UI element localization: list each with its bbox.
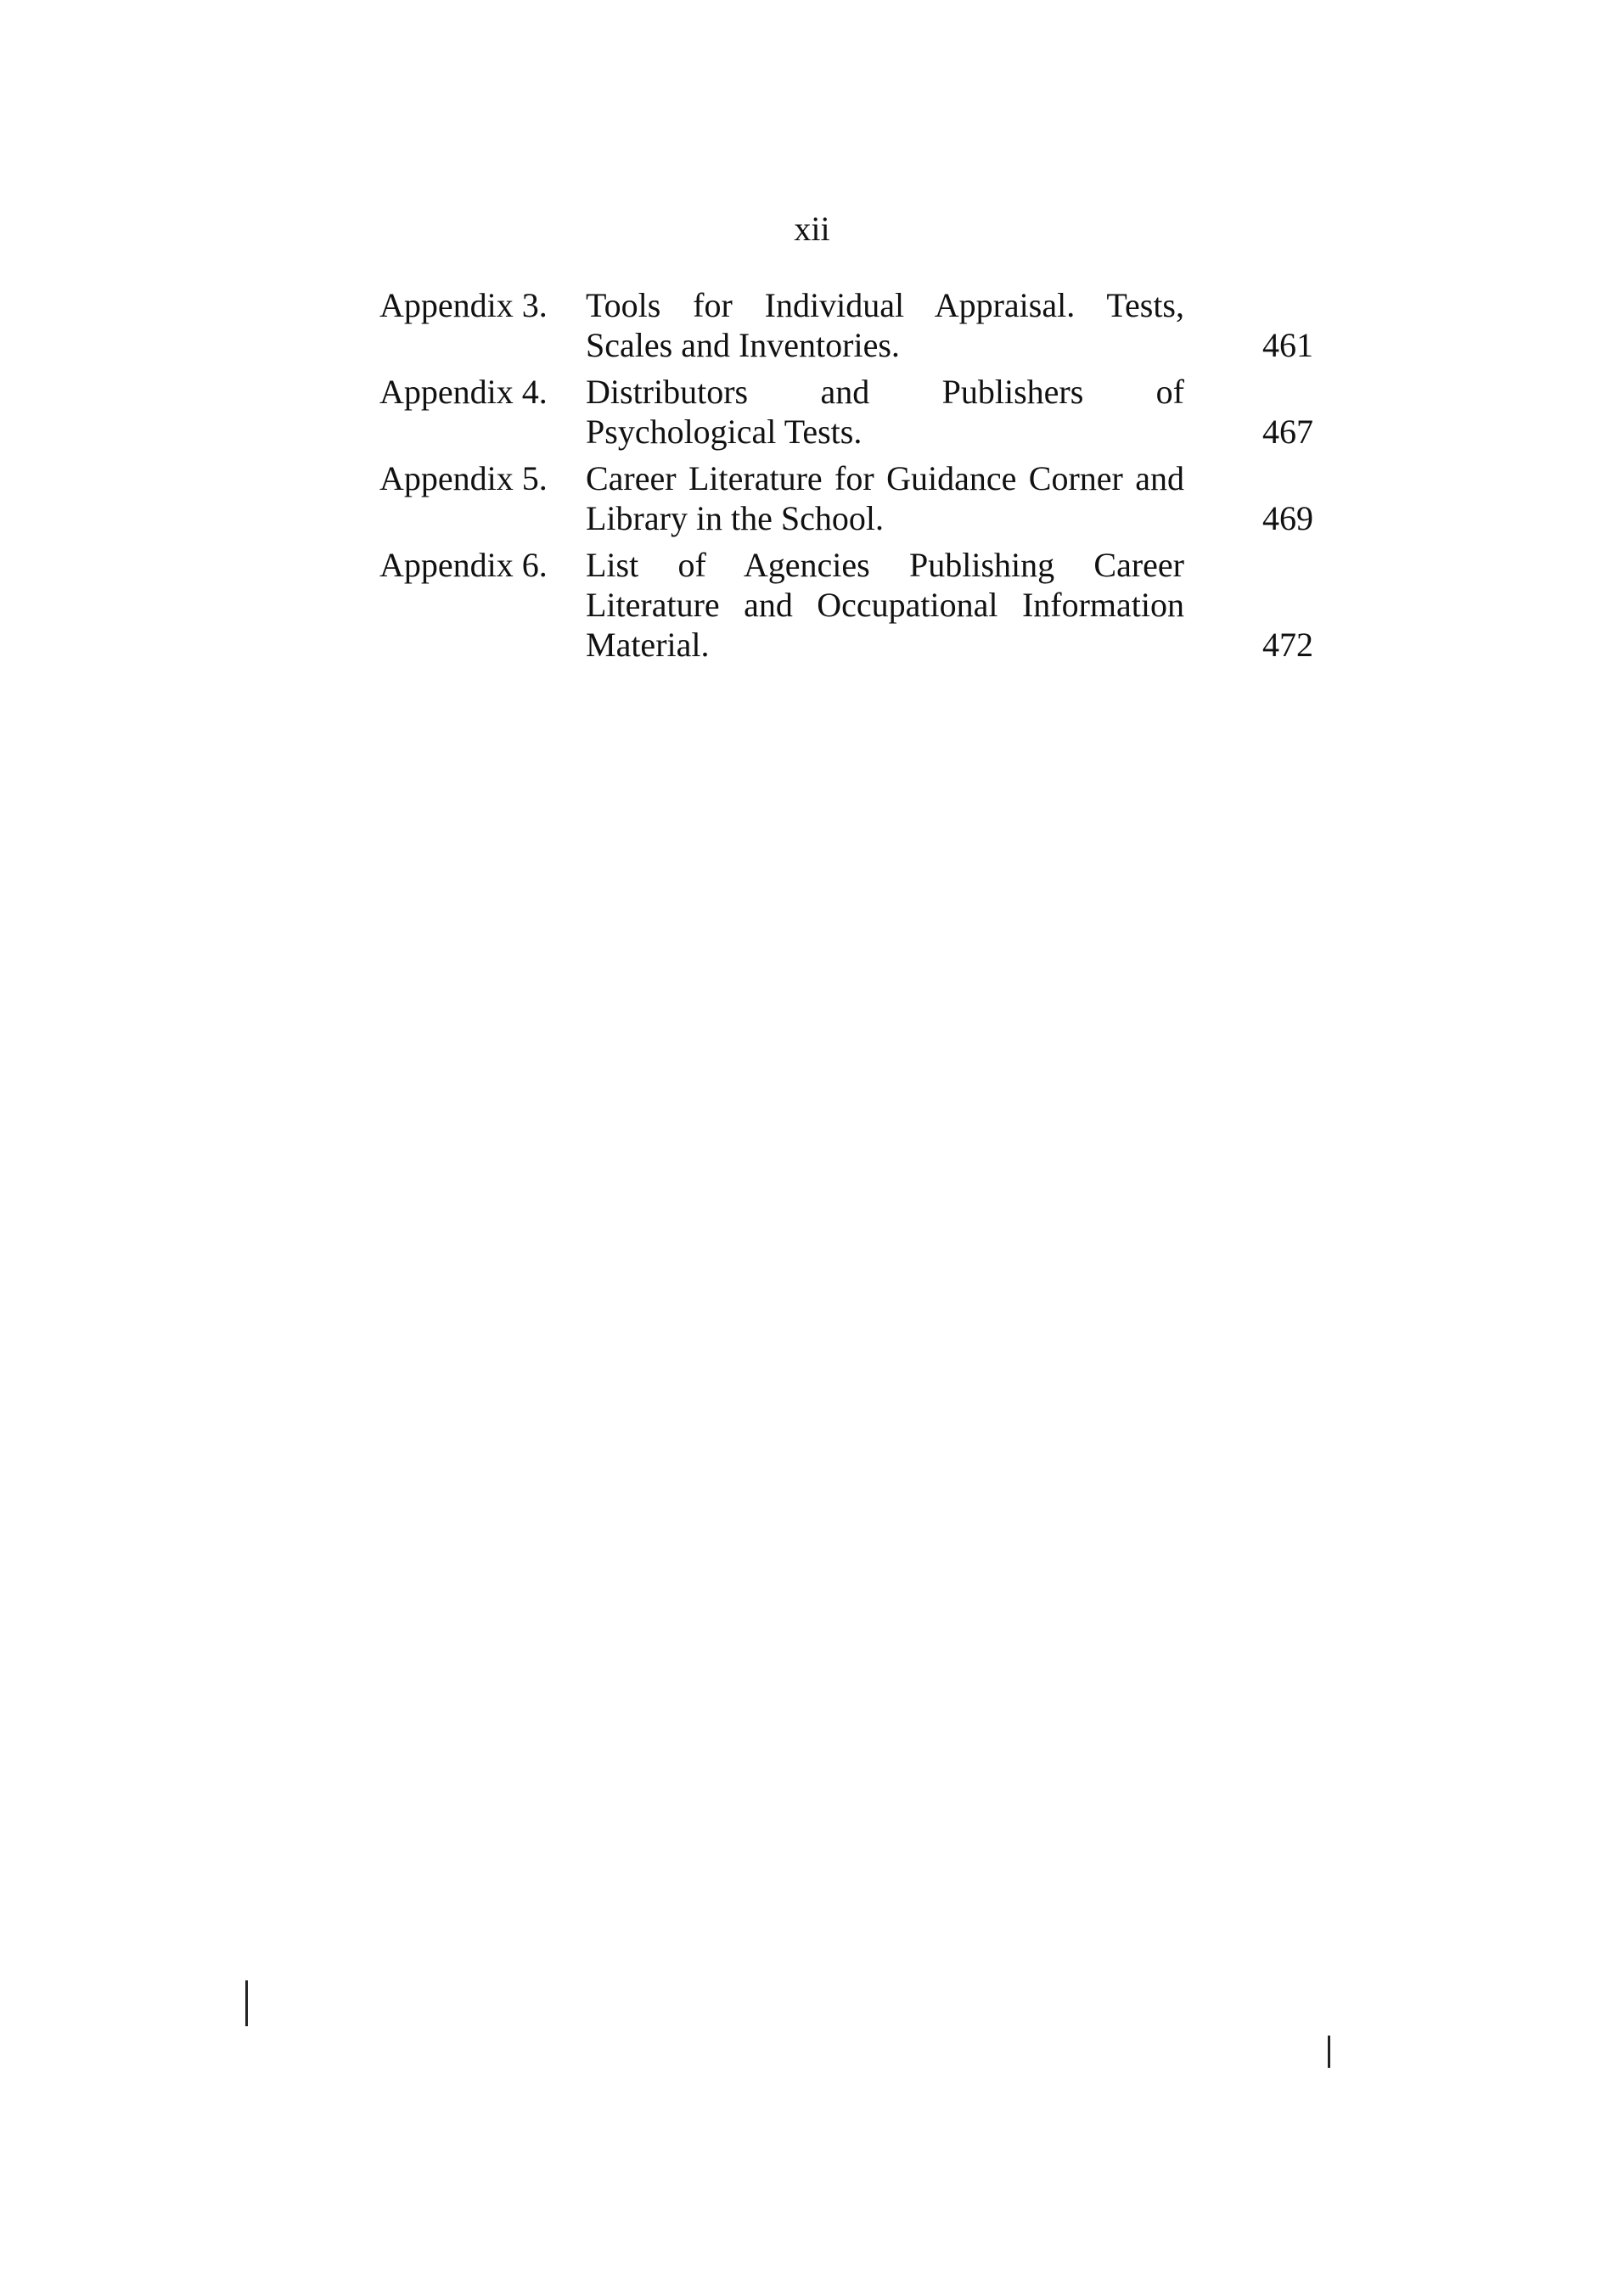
toc-entry-label: Appendix 6. <box>379 546 548 584</box>
toc-entry-page-number: 467 <box>1262 413 1313 451</box>
toc-entry-appendix-4 <box>379 372 1313 452</box>
table-of-contents <box>379 285 1313 671</box>
toc-entry-label: Appendix 3. <box>379 286 548 324</box>
toc-entry-appendix-5 <box>379 458 1313 538</box>
toc-entry-label: Appendix 5. <box>379 459 548 497</box>
toc-entry-title: Distributors and Publishers of Psychological Tests. <box>586 373 1184 451</box>
toc-entry-title: Career Literature for Guidance Corner and Library in the School. <box>586 459 1184 537</box>
left-margin-mark <box>245 1980 248 2026</box>
toc-entry-title: List of Agencies Publishing Career Literature and Occupational Information Material. <box>586 546 1184 664</box>
toc-entry-appendix-6 <box>379 545 1313 665</box>
page-number: xii <box>794 210 830 248</box>
toc-entry-title: Tools for Individual Appraisal. Tests, Scales and Inventories. <box>586 286 1184 364</box>
right-margin-mark <box>1328 2036 1330 2068</box>
toc-entry-page-number: 469 <box>1262 499 1313 537</box>
toc-entry-label: Appendix 4. <box>379 373 548 411</box>
toc-entry-page-number: 461 <box>1262 326 1313 364</box>
toc-entry-page-number: 472 <box>1262 626 1313 664</box>
toc-entry-appendix-3 <box>379 285 1313 365</box>
